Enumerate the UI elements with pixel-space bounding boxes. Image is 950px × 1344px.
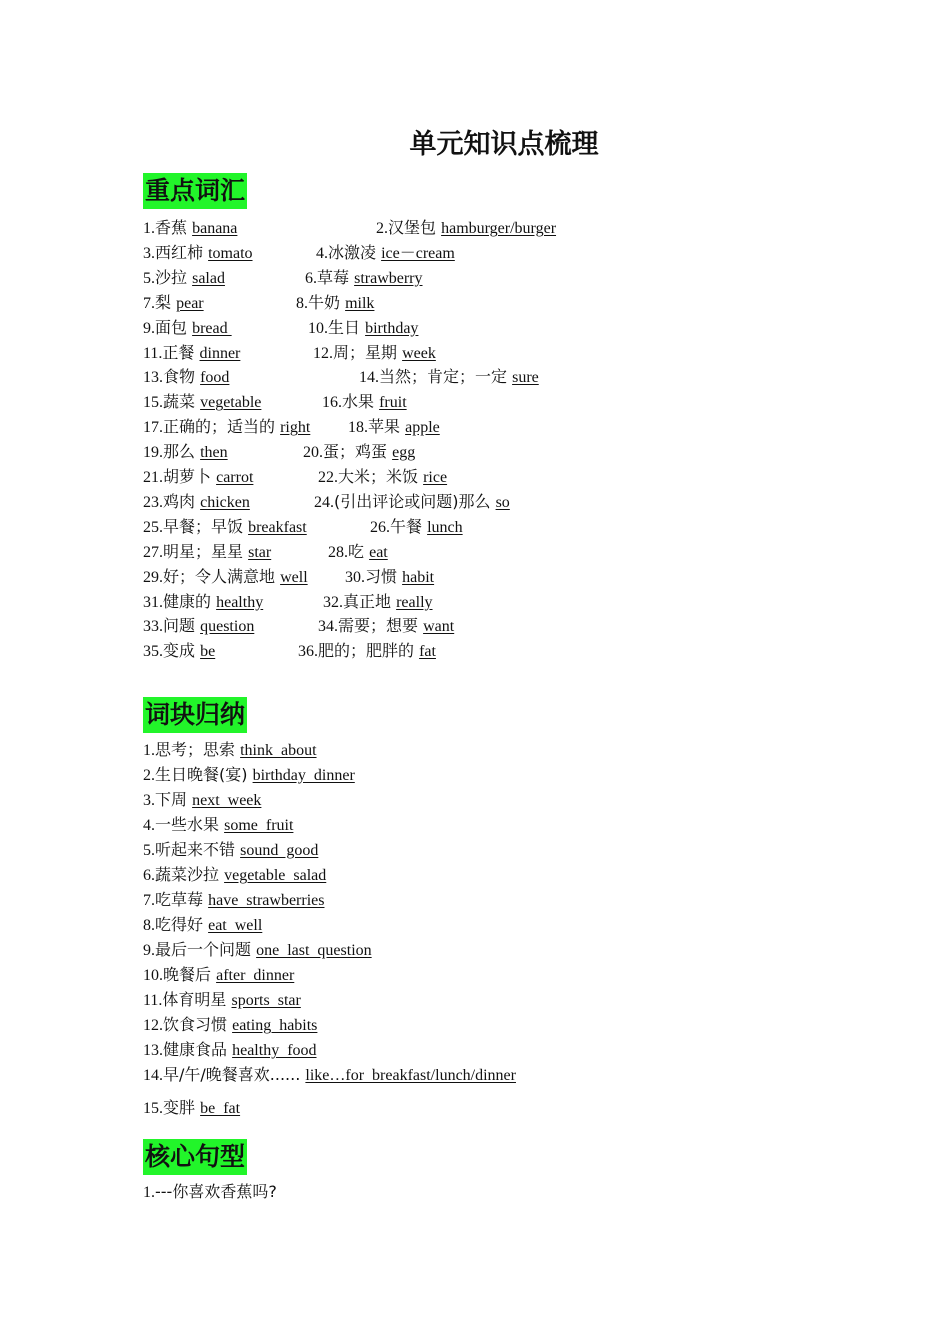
item-english-answer: rice xyxy=(423,469,448,486)
section-heading-vocab: 重点词汇 xyxy=(143,173,247,209)
item-chinese: 梨 xyxy=(155,292,177,312)
item-number: 1. xyxy=(143,742,155,759)
item-number: 9. xyxy=(143,319,155,337)
item-number: 8. xyxy=(143,917,155,934)
vocab-item xyxy=(308,317,418,340)
vocab-item xyxy=(359,366,539,389)
item-chinese: 饮食习惯 xyxy=(163,1015,233,1034)
item-english-answer: breakfast xyxy=(248,518,307,536)
vocab-item xyxy=(143,541,271,564)
item-chinese: 草莓 xyxy=(317,267,355,287)
item-number: 11. xyxy=(143,344,163,362)
item-number: 33. xyxy=(143,618,163,636)
item-chinese: 那么 xyxy=(163,442,201,462)
item-chinese: 体育明星 xyxy=(162,990,232,1009)
item-chinese: 生日晚餐(宴) xyxy=(155,765,253,784)
vocab-item xyxy=(143,366,229,389)
phrase-item xyxy=(143,814,293,837)
item-english-answer: eat well xyxy=(208,917,263,934)
item-chinese: 一些水果 xyxy=(155,815,225,834)
item-number: 12. xyxy=(143,1017,163,1034)
vocab-item xyxy=(370,516,463,539)
item-chinese: 胡萝卜 xyxy=(163,467,217,486)
item-number: 2. xyxy=(143,767,155,784)
vocab-item xyxy=(143,217,237,240)
item-english-answer: food xyxy=(200,369,230,387)
item-chinese: 吃得好 xyxy=(155,915,209,934)
item-number: 3. xyxy=(143,244,155,262)
phrase-item xyxy=(143,889,324,912)
item-english-answer: fat xyxy=(419,643,436,661)
item-number: 23. xyxy=(143,493,163,511)
phrase-item xyxy=(143,764,355,787)
vocab-item xyxy=(348,416,440,439)
item-chinese: 午餐 xyxy=(390,516,428,536)
item-chinese: 西红柿 xyxy=(155,242,209,262)
item-chinese: 肥的；肥胖的 xyxy=(318,641,420,661)
vocab-item xyxy=(143,391,261,414)
item-number: 10. xyxy=(143,967,163,984)
item-number: 36. xyxy=(298,643,318,661)
item-chinese: 晚餐后 xyxy=(163,965,217,984)
item-chinese: 吃 xyxy=(348,541,370,561)
item-number: 30. xyxy=(345,568,365,586)
item-chinese: 水果 xyxy=(342,392,380,412)
vocab-item xyxy=(318,615,454,638)
item-english-answer: question xyxy=(200,618,255,636)
item-english-answer: be fat xyxy=(200,1100,241,1117)
item-number: 24. xyxy=(314,493,334,511)
item-number: 13. xyxy=(143,1042,163,1059)
item-chinese: 早餐；早饭 xyxy=(163,516,249,536)
item-number: 34. xyxy=(318,618,338,636)
item-chinese: 食物 xyxy=(163,367,201,387)
item-chinese: 生日 xyxy=(328,317,366,337)
vocab-item xyxy=(143,516,307,539)
vocab-item xyxy=(298,640,436,663)
item-english-answer: lunch xyxy=(427,518,463,536)
item-english-answer: next week xyxy=(192,792,262,809)
vocab-item xyxy=(143,466,253,489)
item-chinese: 明星；星星 xyxy=(163,541,249,561)
item-english-answer: birthday xyxy=(365,319,419,337)
vocab-item xyxy=(305,267,423,290)
vocab-item xyxy=(143,267,225,290)
item-english-answer: carrot xyxy=(216,469,254,486)
vocab-item xyxy=(143,566,308,589)
vocab-item xyxy=(303,441,415,464)
page-title: 单元知识点梳理 xyxy=(409,129,599,160)
item-english-answer: bread xyxy=(192,319,232,337)
item-number: 35. xyxy=(143,643,163,661)
vocab-item xyxy=(323,591,433,614)
item-english-answer: want xyxy=(423,618,455,636)
item-english-answer: salad xyxy=(192,269,225,287)
sentence-item xyxy=(143,1181,277,1204)
item-english-answer: one last question xyxy=(256,942,372,959)
item-chinese: 问题 xyxy=(163,616,201,636)
item-english-answer: banana xyxy=(192,220,238,237)
item-chinese: 需要；想要 xyxy=(338,616,424,636)
section-heading-phrases: 词块归纳 xyxy=(143,697,247,733)
item-chinese: 健康食品 xyxy=(163,1040,233,1059)
item-chinese: 香蕉 xyxy=(155,218,193,237)
item-number: 9. xyxy=(143,942,155,959)
item-number: 20. xyxy=(303,444,323,462)
item-number: 7. xyxy=(143,892,155,909)
item-number: 7. xyxy=(143,294,155,312)
item-number: 12. xyxy=(313,344,333,362)
phrase-item xyxy=(143,1014,317,1037)
item-number: 3. xyxy=(143,792,155,809)
item-chinese: 鸡肉 xyxy=(163,491,201,511)
item-chinese: 习惯 xyxy=(365,566,403,586)
item-english-answer: egg xyxy=(392,444,416,462)
vocab-item xyxy=(143,591,263,614)
item-chinese: 蔬菜沙拉 xyxy=(155,865,225,884)
item-number: 27. xyxy=(143,543,163,561)
phrase-item xyxy=(143,839,318,862)
vocab-item xyxy=(143,242,253,265)
item-chinese: 变胖 xyxy=(163,1098,201,1117)
item-english-answer: then xyxy=(200,444,228,462)
item-chinese: 苹果 xyxy=(368,417,406,437)
item-number: 6. xyxy=(305,269,317,287)
phrase-item xyxy=(143,1064,516,1087)
item-english-answer: healthy xyxy=(216,593,264,611)
vocab-item xyxy=(143,491,250,514)
item-english-answer: vegetable xyxy=(200,394,262,412)
item-english-answer: after dinner xyxy=(216,967,295,984)
item-number: 15. xyxy=(143,1100,163,1117)
item-english-answer: habit xyxy=(402,568,435,586)
phrase-item xyxy=(143,739,317,762)
item-english-answer: vegetable salad xyxy=(224,867,327,884)
item-chinese: 听起来不错 xyxy=(155,840,241,859)
vocab-item xyxy=(143,317,232,340)
item-number: 21. xyxy=(143,469,163,486)
item-number: 31. xyxy=(143,593,163,611)
item-chinese: 汉堡包 xyxy=(388,218,442,237)
item-chinese: 最后一个问题 xyxy=(155,940,257,959)
item-number: 1. xyxy=(143,1184,155,1201)
phrase-item xyxy=(143,864,326,887)
sentence-text: ---你喜欢香蕉吗? xyxy=(155,1182,277,1201)
item-number: 14. xyxy=(359,369,379,387)
item-number: 2. xyxy=(376,220,388,237)
item-english-answer: have strawberries xyxy=(208,892,325,909)
item-chinese: 早/午/晚餐喜欢...... xyxy=(163,1065,306,1084)
item-number: 29. xyxy=(143,568,163,586)
item-chinese: 大米；米饭 xyxy=(338,467,424,486)
item-chinese: 牛奶 xyxy=(308,292,346,312)
item-english-answer: right xyxy=(280,419,311,437)
item-chinese: 蛋；鸡蛋 xyxy=(323,442,393,462)
item-number: 11. xyxy=(143,992,163,1009)
item-chinese: 当然；肯定；一定 xyxy=(379,367,513,387)
phrase-item xyxy=(143,939,372,962)
section-heading-sentences: 核心句型 xyxy=(143,1139,247,1175)
item-english-answer: like…for breakfast/lunch/dinner xyxy=(305,1067,516,1084)
vocab-item xyxy=(318,466,447,489)
vocab-item xyxy=(143,615,254,638)
item-chinese: 蔬菜 xyxy=(163,392,201,412)
vocab-item xyxy=(143,640,215,663)
phrase-item xyxy=(143,914,262,937)
vocab-item xyxy=(143,342,240,365)
item-number: 26. xyxy=(370,518,390,536)
phrase-item xyxy=(143,1039,317,1062)
item-english-answer: dinner xyxy=(199,344,241,362)
item-chinese: 变成 xyxy=(163,641,201,661)
item-number: 4. xyxy=(316,244,328,262)
vocab-item xyxy=(322,391,407,414)
item-chinese: 冰激凌 xyxy=(328,242,382,262)
phrase-item xyxy=(143,1097,240,1120)
item-english-answer: sound good xyxy=(240,842,319,859)
item-english-answer: well xyxy=(280,568,308,586)
item-chinese: 下周 xyxy=(155,790,193,809)
item-english-answer: star xyxy=(248,543,272,561)
item-english-answer: milk xyxy=(345,294,375,312)
item-english-answer: ice－cream xyxy=(381,244,455,262)
item-english-answer: so xyxy=(495,493,510,511)
item-english-answer: hamburger/burger xyxy=(441,220,557,237)
item-number: 28. xyxy=(328,543,348,561)
item-number: 18. xyxy=(348,419,368,437)
item-number: 22. xyxy=(318,469,338,486)
vocab-item xyxy=(143,292,204,315)
item-chinese: 真正地 xyxy=(343,591,397,611)
item-number: 14. xyxy=(143,1067,163,1084)
item-number: 13. xyxy=(143,369,163,387)
item-number: 5. xyxy=(143,269,155,287)
vocab-item xyxy=(316,242,455,265)
item-english-answer: healthy food xyxy=(232,1042,317,1059)
item-english-answer: apple xyxy=(405,419,440,437)
vocab-item xyxy=(314,491,510,514)
item-number: 19. xyxy=(143,444,163,462)
item-number: 5. xyxy=(143,842,155,859)
phrase-item xyxy=(143,789,261,812)
item-chinese: 周；星期 xyxy=(333,342,403,362)
item-number: 16. xyxy=(322,394,342,412)
vocab-item xyxy=(376,217,556,240)
vocab-item xyxy=(345,566,434,589)
item-number: 17. xyxy=(143,419,163,437)
phrase-item xyxy=(143,989,301,1012)
item-chinese: 好；令人满意地 xyxy=(163,566,281,586)
item-english-answer: sure xyxy=(512,369,539,387)
item-chinese: 面包 xyxy=(155,317,193,337)
vocab-item xyxy=(143,441,228,464)
item-english-answer: pear xyxy=(176,294,204,312)
item-english-answer: think about xyxy=(240,742,317,759)
item-chinese: 吃草莓 xyxy=(155,890,209,909)
item-english-answer: fruit xyxy=(379,394,407,412)
item-english-answer: sports star xyxy=(231,992,301,1009)
item-english-answer: some fruit xyxy=(224,817,294,834)
vocab-item xyxy=(143,416,310,439)
item-chinese: 沙拉 xyxy=(155,267,193,287)
phrase-item xyxy=(143,964,294,987)
item-english-answer: birthday dinner xyxy=(252,767,355,784)
item-number: 32. xyxy=(323,593,343,611)
vocab-item xyxy=(296,292,374,315)
vocab-item xyxy=(313,342,436,365)
item-number: 25. xyxy=(143,518,163,536)
vocab-item xyxy=(328,541,388,564)
item-english-answer: strawberry xyxy=(354,269,423,287)
item-english-answer: be xyxy=(200,643,216,661)
item-chinese: 正餐 xyxy=(162,342,200,362)
item-english-answer: really xyxy=(396,593,433,611)
item-number: 4. xyxy=(143,817,155,834)
item-number: 10. xyxy=(308,319,328,337)
item-chinese: 正确的；适当的 xyxy=(163,417,281,437)
item-english-answer: eating habits xyxy=(232,1017,318,1034)
item-number: 8. xyxy=(296,294,308,312)
item-english-answer: tomato xyxy=(208,244,253,262)
item-english-answer: week xyxy=(402,344,436,362)
item-chinese: (引出评论或问题)那么 xyxy=(334,491,496,511)
item-chinese: 思考；思索 xyxy=(155,740,241,759)
item-number: 6. xyxy=(143,867,155,884)
item-number: 15. xyxy=(143,394,163,412)
item-number: 1. xyxy=(143,220,155,237)
item-english-answer: eat xyxy=(369,543,388,561)
item-english-answer: chicken xyxy=(200,493,250,511)
item-chinese: 健康的 xyxy=(163,591,217,611)
